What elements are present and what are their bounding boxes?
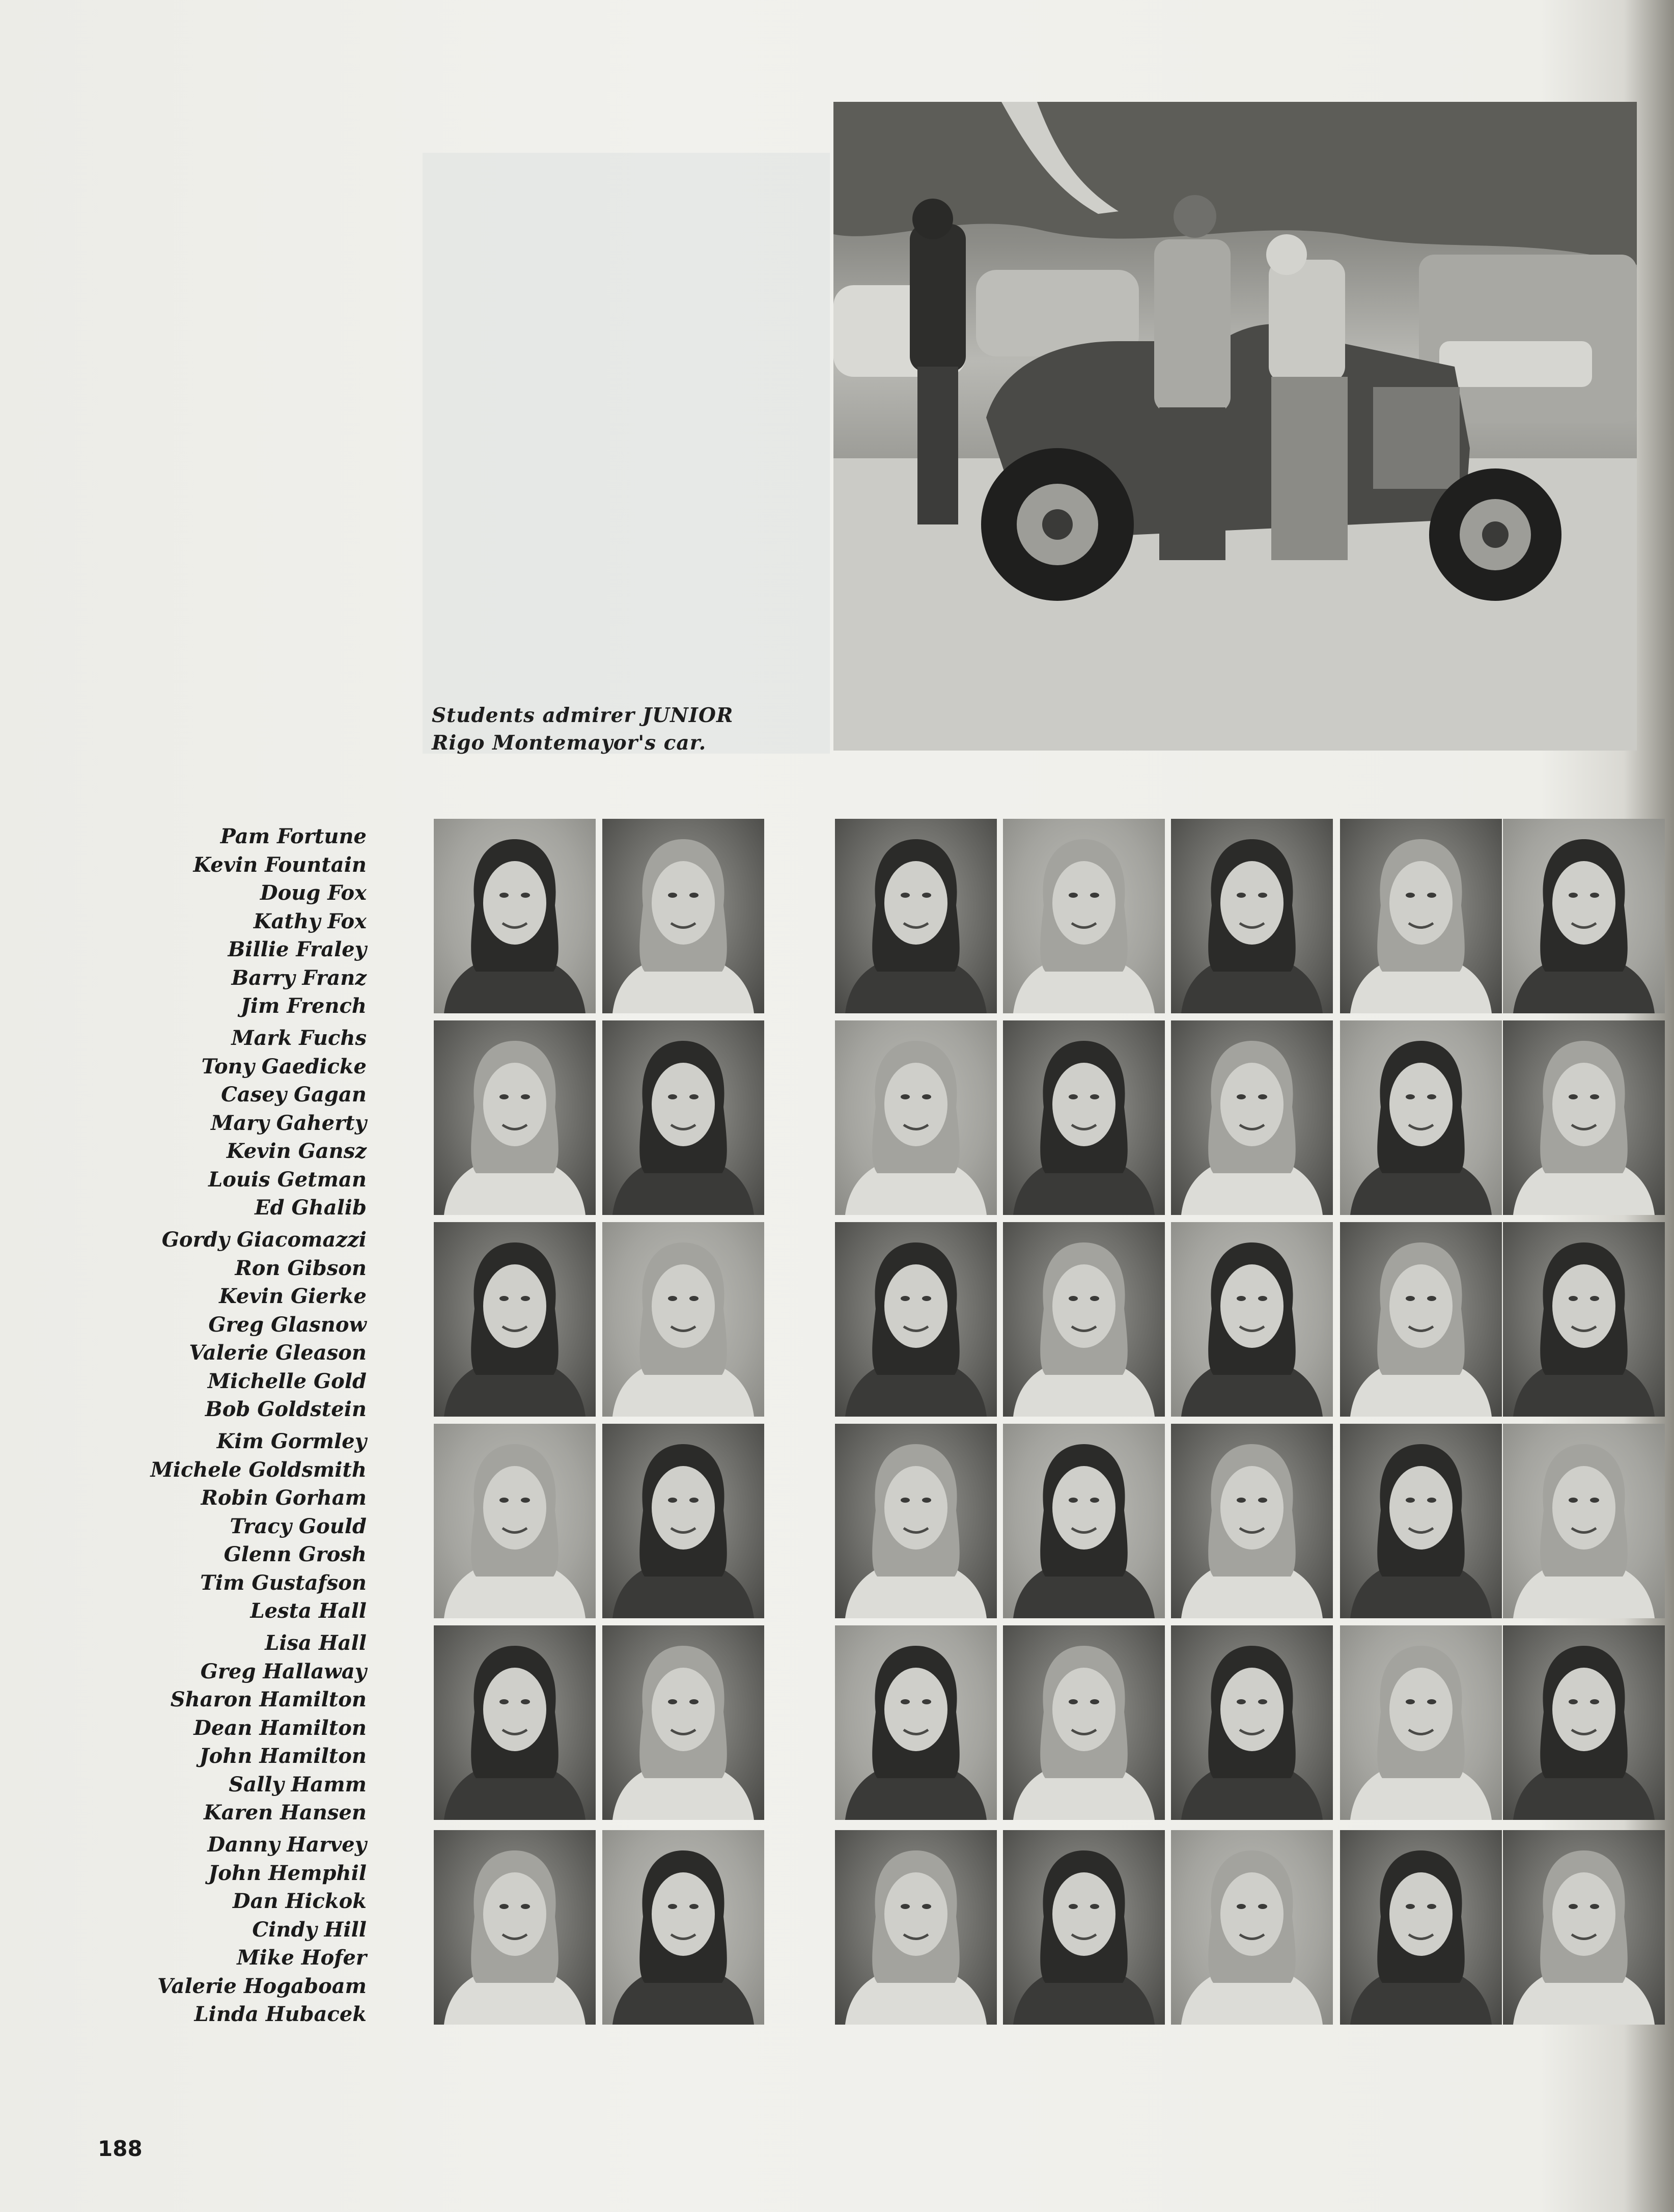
student-name: Mary Gaherty	[211, 1111, 367, 1135]
student-name: Barry Franz	[231, 965, 367, 990]
student-name: Lisa Hall	[265, 1631, 367, 1655]
student-name: Sharon Hamilton	[170, 1688, 367, 1711]
student-portrait	[602, 1020, 764, 1215]
student-name: Kevin Fountain	[193, 852, 367, 877]
student-portrait	[1003, 1222, 1165, 1417]
student-portrait	[1003, 1830, 1165, 2025]
student-name: Tracy Gould	[230, 1514, 367, 1538]
student-portrait	[1003, 1424, 1165, 1618]
student-name: Ed Ghalib	[255, 1196, 367, 1220]
student-name: Mark Fuchs	[231, 1026, 367, 1050]
student-name: Karen Hansen	[203, 1801, 367, 1824]
student-portrait	[1171, 1830, 1333, 2025]
student-name: Tony Gaedicke	[201, 1054, 367, 1079]
student-portrait	[434, 1625, 596, 1820]
student-name: Gordy Giacomazzi	[161, 1228, 367, 1252]
student-name: Robin Gorham	[201, 1486, 367, 1510]
student-name: Bob Goldstein	[205, 1397, 367, 1421]
student-name: John Hemphil	[208, 1861, 367, 1885]
student-name: Kathy Fox	[253, 909, 367, 933]
student-portrait	[1003, 819, 1165, 1013]
student-name: Valerie Hogaboam	[157, 1974, 367, 1998]
student-name: Lesta Hall	[250, 1599, 367, 1623]
student-portrait	[1171, 1222, 1333, 1417]
student-portrait	[1340, 1222, 1502, 1417]
student-portrait	[1340, 819, 1502, 1013]
student-portrait	[434, 1424, 596, 1618]
name-list	[112, 822, 367, 2032]
student-portrait	[1171, 1424, 1333, 1618]
student-name: Linda Hubacek	[194, 2002, 367, 2026]
student-portrait	[1340, 1424, 1502, 1618]
name-group-row-4	[112, 1427, 367, 1629]
student-name: Pam Fortune	[220, 824, 367, 848]
student-name: Kim Gormley	[216, 1429, 367, 1453]
student-portrait	[1003, 1020, 1165, 1215]
student-name: Casey Gagan	[221, 1083, 367, 1107]
name-group-row-6	[112, 1831, 367, 2032]
student-name: Jim French	[240, 994, 367, 1018]
student-name: Valerie Gleason	[189, 1341, 367, 1365]
student-name: Dan Hickok	[232, 1889, 367, 1913]
student-name: Louis Getman	[208, 1167, 367, 1192]
student-portrait	[1171, 1625, 1333, 1820]
student-portrait	[602, 1625, 764, 1820]
student-name: Tim Gustafson	[200, 1570, 367, 1595]
student-portrait	[835, 1424, 997, 1618]
student-portrait	[835, 1020, 997, 1215]
student-portrait	[1503, 1222, 1665, 1417]
student-portrait	[1340, 1020, 1502, 1215]
student-portrait	[602, 819, 764, 1013]
name-group-row-2	[112, 1024, 367, 1226]
bleed-through-shadow	[423, 153, 830, 754]
student-name: Michele Goldsmith	[150, 1457, 367, 1482]
student-name: Kevin Gierke	[219, 1284, 367, 1308]
student-portrait	[602, 1830, 764, 2025]
student-name: Glenn Grosh	[224, 1542, 367, 1566]
student-name: Cindy Hill	[252, 1917, 367, 1942]
student-portrait	[1503, 819, 1665, 1013]
name-group-row-1	[112, 822, 367, 1024]
student-portrait	[1171, 1020, 1333, 1215]
student-portrait	[602, 1222, 764, 1417]
name-group-row-5	[112, 1629, 367, 1831]
page-number: 188	[98, 2136, 143, 2161]
student-portrait	[1503, 1830, 1665, 2025]
student-name: Mike Hofer	[237, 1946, 367, 1970]
student-name: Billie Fraley	[228, 937, 367, 961]
student-name: Greg Glasnow	[208, 1312, 367, 1337]
student-portrait	[835, 1830, 997, 2025]
student-name: Doug Fox	[260, 881, 367, 905]
student-name: Michelle Gold	[207, 1369, 367, 1393]
student-portrait	[1503, 1424, 1665, 1618]
student-portrait	[835, 819, 997, 1013]
student-portrait	[434, 1222, 596, 1417]
student-portrait	[1340, 1625, 1502, 1820]
student-portrait	[1503, 1020, 1665, 1215]
student-portrait	[434, 1830, 596, 2025]
photo-caption: Students admirer JUNIOR Rigo Montemayor's car.	[432, 704, 734, 755]
student-name: Dean Hamilton	[193, 1716, 367, 1740]
student-name: Danny Harvey	[207, 1833, 367, 1857]
student-portrait	[1503, 1625, 1665, 1820]
student-portrait	[434, 1020, 596, 1215]
student-portrait	[1003, 1625, 1165, 1820]
student-portrait	[835, 1625, 997, 1820]
name-group-row-3	[112, 1226, 367, 1427]
student-name: John Hamilton	[199, 1744, 367, 1768]
student-portrait	[434, 819, 596, 1013]
student-portrait	[1171, 819, 1333, 1013]
student-portrait	[835, 1222, 997, 1417]
student-portrait	[1340, 1830, 1502, 2025]
student-portrait	[602, 1424, 764, 1618]
feature-photo-car	[833, 102, 1637, 751]
student-name: Sally Hamm	[229, 1772, 367, 1796]
student-name: Greg Hallaway	[200, 1659, 367, 1683]
student-name: Kevin Gansz	[226, 1139, 367, 1163]
student-name: Ron Gibson	[235, 1256, 367, 1280]
